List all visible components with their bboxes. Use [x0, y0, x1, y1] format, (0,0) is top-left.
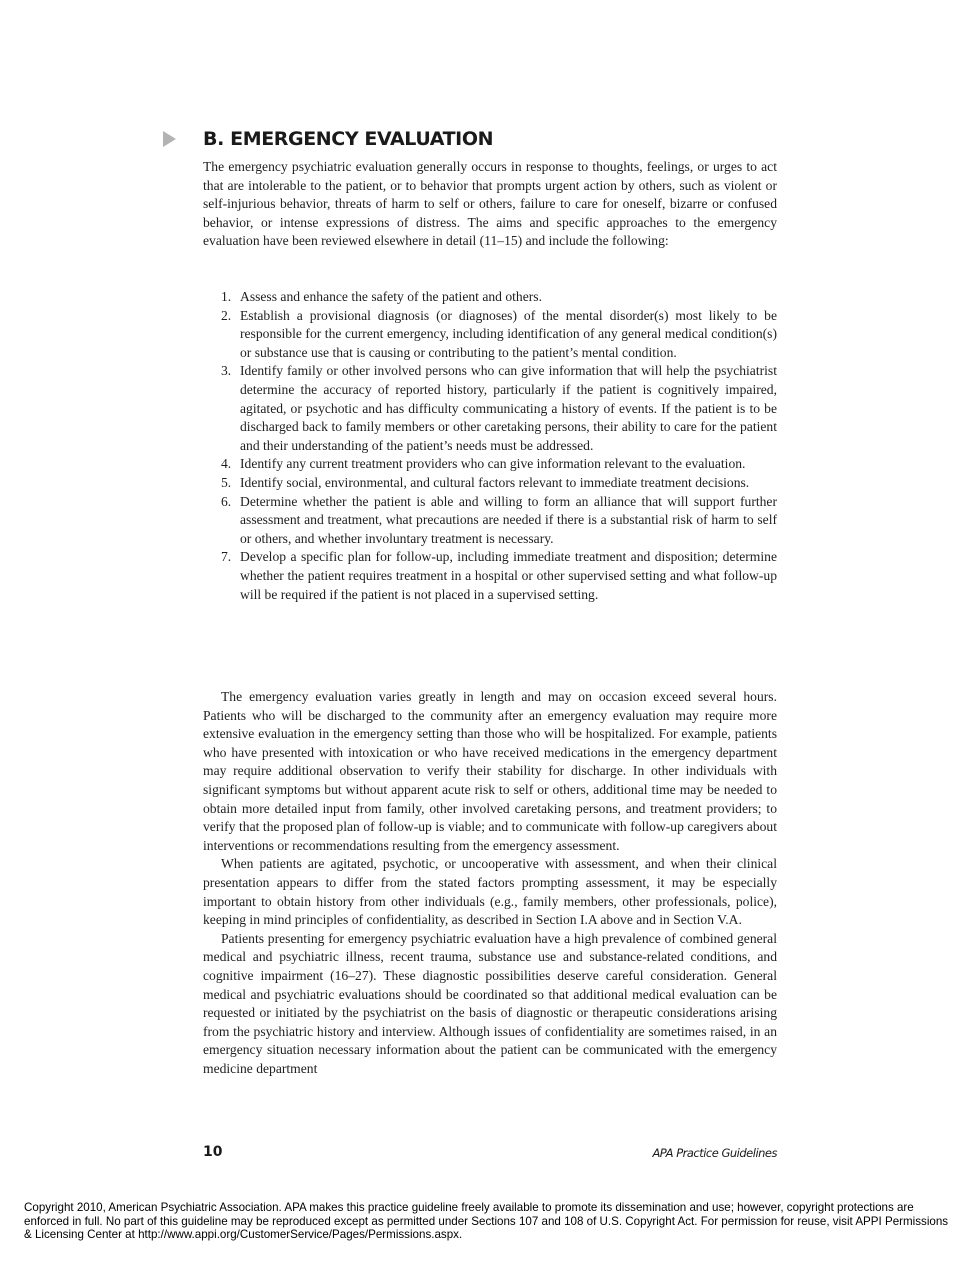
- list-item-text: Develop a specific plan for follow-up, including immediate treatment and disposition; determine whether the patient requires treatment in a hospital or other supervised setting and what follow-up will be required if the patient is not placed in a supervised setting.: [240, 549, 777, 602]
- copyright-notice: Copyright 2010, American Psychiatric Association. APA makes this practice guideline freely available to promote its dissemination and use; however, copyright protections are enforced in full. No part of this guideline may be reproduced except as permitted under Sections 107 and 108 of U.S. Copyright Act. For permission for reuse, visit APPI Permissions & Licensing Center at http://www.appi.org/CustomerService/Pages/Permissions.aspx.: [24, 1201, 949, 1241]
- list-item-number: 6.: [221, 493, 232, 509]
- body-paragraphs: [203, 688, 777, 1078]
- list-item: [221, 307, 777, 363]
- list-item-text: Establish a provisional diagnosis (or diagnoses) of the mental disorder(s) most likely to be responsible for the current emergency, including identification of any general medical condition(s) or substance use that is causing or contributing to the patient’s mental condition.: [240, 307, 777, 360]
- page-number: 10: [203, 1144, 223, 1160]
- list-item-text: Determine whether the patient is able and willing to form an alliance that will support further assessment and treatment, what precautions are needed if there is a substantial risk of harm to self or others, and whether involuntary treatment is necessary.: [240, 493, 777, 546]
- list-item: [221, 548, 777, 604]
- list-item-text: Assess and enhance the safety of the patient and others.: [240, 289, 542, 304]
- triangle-bullet-icon: [163, 131, 176, 147]
- list-item: [221, 288, 777, 307]
- list-item-number: 2.: [221, 307, 232, 323]
- list-item-text: Identify social, environmental, and cultural factors relevant to immediate treatment decisions.: [240, 474, 750, 490]
- list-item: [221, 493, 777, 549]
- list-item-number: 5.: [221, 474, 232, 490]
- list-item-text: Identify family or other involved persons who can give information that will help the psychiatrist determine the accuracy of reported history, particularly if the patient is cognitively impaired, agitated, or psychotic and has difficulty communicating a history of events. If the patient is to be discharged back to family members or other caretaking persons, their ability to care for the patient and their understanding of the patient’s needs must be addressed.: [240, 363, 777, 453]
- aims-list: [221, 288, 777, 604]
- list-item: [221, 362, 777, 455]
- list-item-number: 7.: [221, 549, 232, 565]
- list-item-number: 1.: [221, 289, 232, 304]
- list-item-number: 3.: [221, 363, 232, 379]
- running-title: APA Practice Guidelines: [652, 1146, 777, 1160]
- list-item-text: Identify any current treatment providers who can give information relevant to the evaluation.: [240, 456, 746, 472]
- list-item-number: 4.: [221, 456, 232, 472]
- body-paragraph: The emergency evaluation varies greatly in length and may on occasion exceed several hours. Patients who will be discharged to the community after an emergency evaluation may require more extensive evaluation in the emergency setting than those who will be hospitalized. For example, patients who have presented with intoxication or who have received medications in the emergency department may require additional observation to verify their stability for discharge. In other individuals with significant symptoms but without apparent acute risk to self or others, additional time may be needed to obtain more detailed input from family, other involved caretaking persons, and treatment providers; to verify that the proposed plan of follow-up is viable; and to communicate with follow-up caregivers about interventions or recommendations resulting from the emergency assessment.: [203, 689, 777, 853]
- section-heading: [163, 128, 783, 154]
- section-title: B. EMERGENCY EVALUATION: [203, 128, 494, 150]
- body-paragraph: When patients are agitated, psychotic, or uncooperative with assessment, and when their clinical presentation appears to differ from the stated factors prompting assessment, it may be especially important to obtain history from other individuals (e.g., family members, other professionals, police), keeping in mind principles of confidentiality, as described in Section I.A above and in Section V.A.: [203, 856, 777, 928]
- list-item: [221, 455, 777, 474]
- list-item: [221, 474, 777, 493]
- body-paragraph: Patients presenting for emergency psychiatric evaluation have a high prevalence of combined general medical and psychiatric illness, recent trauma, substance use and substance-related conditions, and cognitive impairment (16–27). These diagnostic possibilities deserve careful consideration. General medical and psychiatric evaluations should be coordinated so that additional medical evaluation can be requested or initiated by the psychiatrist on the basis of diagnostic or therapeutic considerations arising from the psychiatric history and interview. Although issues of confidentiality are sometimes raised, in an emergency situation necessary information about the patient can be communicated with the emergency medicine department: [203, 930, 777, 1076]
- intro-paragraph: The emergency psychiatric evaluation generally occurs in response to thoughts, feelings, or urges to act that are intolerable to the patient, or to behavior that prompts urgent action by others, such as violent or self-injurious behavior, threats of harm to self or others, failure to care for oneself, bizarre or confused behavior, or intense expressions of distress. The aims and specific approaches to the emergency evaluation have been reviewed elsewhere in detail (11–15) and include the following:: [203, 159, 777, 249]
